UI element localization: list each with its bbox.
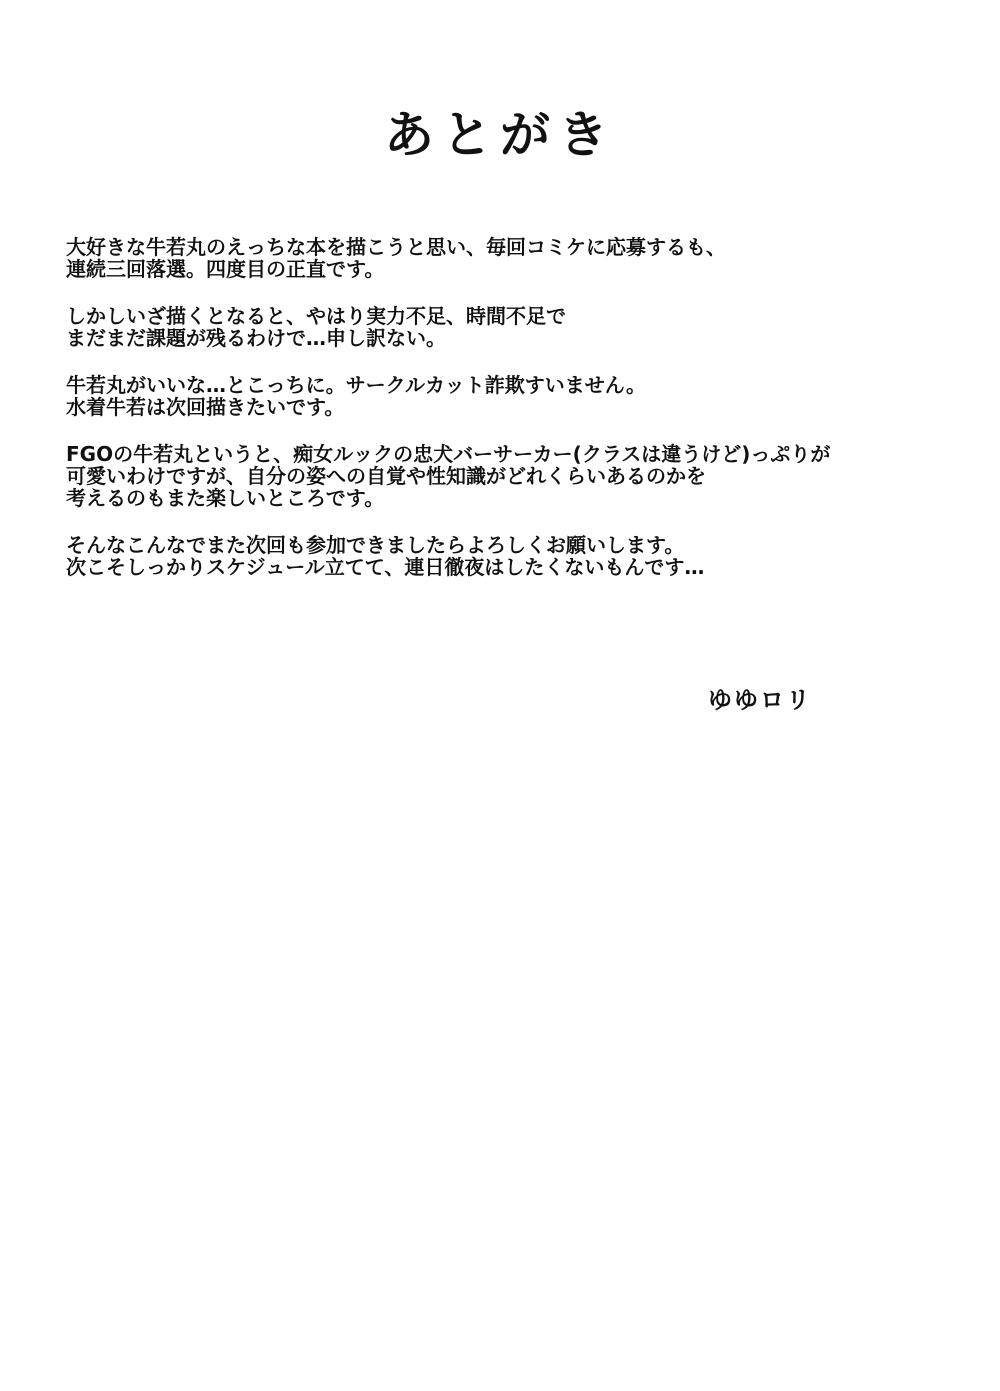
text-line: そんなこんなでまた次回も参加できましたらよろしくお願いします。 bbox=[66, 533, 685, 557]
text-line: 次こそしっかりスケジュール立てて、連日徹夜はしたくないもんです… bbox=[66, 555, 705, 579]
paragraph-3 bbox=[66, 374, 946, 418]
text-line: 可愛いわけですが、自分の姿への自覚や性知識がどれくらいあるのかを bbox=[66, 464, 706, 488]
text-line: 水着牛若は次回描きたいです。 bbox=[66, 395, 345, 419]
text-line: 牛若丸がいいな…とこっちに。サークルカット詐欺すいません。 bbox=[66, 373, 646, 397]
text-line: FGOの牛若丸というと、痴女ルックの忠犬バーサーカー(クラスは違うけど)っぷりが bbox=[66, 442, 831, 466]
text-line: 大好きな牛若丸のえっちな本を描こうと思い、毎回コミケに応募するも、 bbox=[66, 235, 726, 259]
paragraph-2 bbox=[66, 305, 946, 349]
text-line: 連続三回落選。四度目の正直です。 bbox=[66, 257, 385, 281]
afterword-body bbox=[66, 236, 946, 603]
text-line: 考えるのもまた楽しいところです。 bbox=[66, 486, 385, 510]
text-line: しかしいざ描くとなると、やはり実力不足、時間不足で bbox=[66, 304, 566, 328]
paragraph-1 bbox=[66, 236, 946, 280]
author-signature: ゆゆロリ bbox=[708, 686, 812, 714]
page-title: あとがき bbox=[384, 106, 616, 164]
paragraph-4 bbox=[66, 443, 946, 509]
paragraph-5 bbox=[66, 534, 946, 578]
text-line: まだまだ課題が残るわけで…申し訳ない。 bbox=[66, 326, 446, 350]
